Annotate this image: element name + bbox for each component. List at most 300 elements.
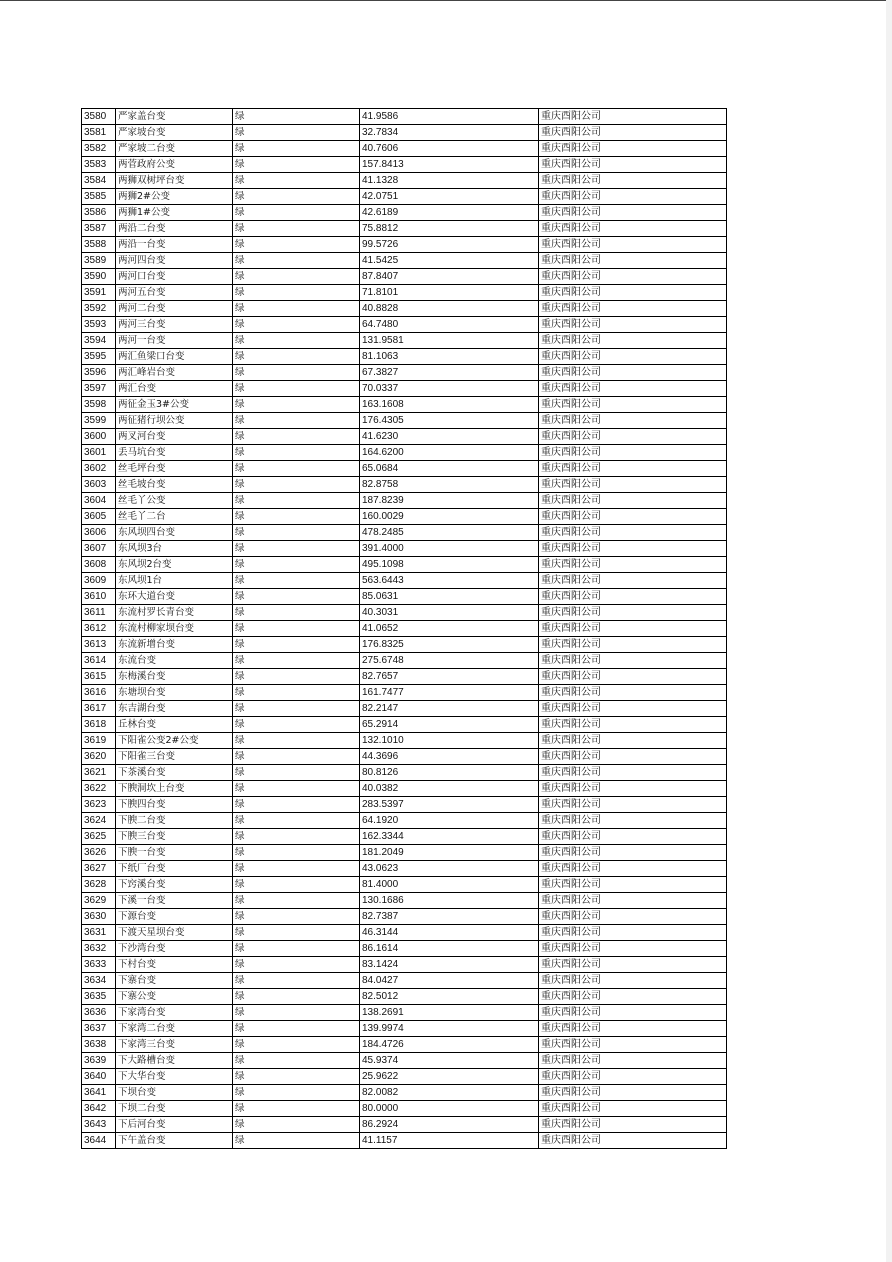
table-row — [82, 1101, 727, 1117]
substation-name: 下腴洞坎上台变 — [116, 781, 233, 797]
status-cell: 绿 — [233, 125, 360, 141]
table-row — [82, 461, 727, 477]
company-cell: 重庆酉阳公司 — [539, 877, 727, 893]
company-cell: 重庆酉阳公司 — [539, 925, 727, 941]
row-id: 3605 — [82, 509, 116, 525]
substation-name: 下后河台变 — [116, 1117, 233, 1133]
row-id: 3592 — [82, 301, 116, 317]
row-id: 3599 — [82, 413, 116, 429]
status-cell: 绿 — [233, 445, 360, 461]
status-cell: 绿 — [233, 797, 360, 813]
row-id: 3641 — [82, 1085, 116, 1101]
table-row — [82, 637, 727, 653]
status-cell: 绿 — [233, 1005, 360, 1021]
table-row — [82, 829, 727, 845]
company-cell: 重庆酉阳公司 — [539, 1101, 727, 1117]
table-row — [82, 765, 727, 781]
status-cell: 绿 — [233, 189, 360, 205]
table-row — [82, 509, 727, 525]
substation-name: 东流台变 — [116, 653, 233, 669]
value-cell: 42.0751 — [360, 189, 539, 205]
row-id: 3627 — [82, 861, 116, 877]
table-row — [82, 157, 727, 173]
status-cell: 绿 — [233, 141, 360, 157]
status-cell: 绿 — [233, 1085, 360, 1101]
row-id: 3633 — [82, 957, 116, 973]
status-cell: 绿 — [233, 765, 360, 781]
table-row — [82, 445, 727, 461]
substation-name: 下家湾三台变 — [116, 1037, 233, 1053]
row-id: 3640 — [82, 1069, 116, 1085]
company-cell: 重庆酉阳公司 — [539, 413, 727, 429]
table-row — [82, 877, 727, 893]
substation-name: 下大路槽台变 — [116, 1053, 233, 1069]
table-row — [82, 285, 727, 301]
company-cell: 重庆酉阳公司 — [539, 173, 727, 189]
company-cell: 重庆酉阳公司 — [539, 1133, 727, 1149]
company-cell: 重庆酉阳公司 — [539, 893, 727, 909]
row-id: 3629 — [82, 893, 116, 909]
status-cell: 绿 — [233, 637, 360, 653]
company-cell: 重庆酉阳公司 — [539, 1021, 727, 1037]
substation-name: 两狮2#公变 — [116, 189, 233, 205]
row-id: 3630 — [82, 909, 116, 925]
company-cell: 重庆酉阳公司 — [539, 909, 727, 925]
status-cell: 绿 — [233, 1117, 360, 1133]
status-cell: 绿 — [233, 461, 360, 477]
status-cell: 绿 — [233, 749, 360, 765]
substation-name: 下阳雀三台变 — [116, 749, 233, 765]
row-id: 3609 — [82, 573, 116, 589]
row-id: 3583 — [82, 157, 116, 173]
company-cell: 重庆酉阳公司 — [539, 349, 727, 365]
substation-name: 严家坡二台变 — [116, 141, 233, 157]
row-id: 3614 — [82, 653, 116, 669]
status-cell: 绿 — [233, 813, 360, 829]
table-row — [82, 1053, 727, 1069]
value-cell: 41.1328 — [360, 173, 539, 189]
substation-name: 东梅溪台变 — [116, 669, 233, 685]
substation-name: 下腴二台变 — [116, 813, 233, 829]
substation-name: 两河三台变 — [116, 317, 233, 333]
table-row — [82, 1037, 727, 1053]
company-cell: 重庆酉阳公司 — [539, 589, 727, 605]
row-id: 3619 — [82, 733, 116, 749]
company-cell: 重庆酉阳公司 — [539, 493, 727, 509]
table-row — [82, 397, 727, 413]
value-cell: 41.0652 — [360, 621, 539, 637]
table-row — [82, 189, 727, 205]
value-cell: 41.5425 — [360, 253, 539, 269]
value-cell: 132.1010 — [360, 733, 539, 749]
table-row — [82, 957, 727, 973]
table-row — [82, 381, 727, 397]
company-cell: 重庆酉阳公司 — [539, 621, 727, 637]
company-cell: 重庆酉阳公司 — [539, 957, 727, 973]
status-cell: 绿 — [233, 381, 360, 397]
substation-name: 两河二台变 — [116, 301, 233, 317]
substation-name: 下腴一台变 — [116, 845, 233, 861]
value-cell: 86.1614 — [360, 941, 539, 957]
status-cell: 绿 — [233, 509, 360, 525]
company-cell: 重庆酉阳公司 — [539, 1069, 727, 1085]
substation-name: 东吉湖台变 — [116, 701, 233, 717]
status-cell: 绿 — [233, 269, 360, 285]
substation-name: 下渡天星坝台变 — [116, 925, 233, 941]
status-cell: 绿 — [233, 109, 360, 125]
value-cell: 81.4000 — [360, 877, 539, 893]
company-cell: 重庆酉阳公司 — [539, 109, 727, 125]
table-row — [82, 685, 727, 701]
company-cell: 重庆酉阳公司 — [539, 605, 727, 621]
table-row — [82, 333, 727, 349]
status-cell: 绿 — [233, 877, 360, 893]
value-cell: 41.6230 — [360, 429, 539, 445]
company-cell: 重庆酉阳公司 — [539, 701, 727, 717]
value-cell: 84.0427 — [360, 973, 539, 989]
company-cell: 重庆酉阳公司 — [539, 797, 727, 813]
substation-name: 东风坝1台 — [116, 573, 233, 589]
substation-name: 下阳雀公变2#公变 — [116, 733, 233, 749]
row-id: 3607 — [82, 541, 116, 557]
company-cell: 重庆酉阳公司 — [539, 317, 727, 333]
status-cell: 绿 — [233, 685, 360, 701]
value-cell: 82.2147 — [360, 701, 539, 717]
data-table — [81, 108, 727, 1149]
substation-name: 两汇峰岩台变 — [116, 365, 233, 381]
value-cell: 32.7834 — [360, 125, 539, 141]
table-row — [82, 813, 727, 829]
substation-name: 两狮双树坪台变 — [116, 173, 233, 189]
value-cell: 41.9586 — [360, 109, 539, 125]
status-cell: 绿 — [233, 285, 360, 301]
status-cell: 绿 — [233, 349, 360, 365]
substation-name: 下溪一台变 — [116, 893, 233, 909]
substation-name: 严家坡台变 — [116, 125, 233, 141]
row-id: 3590 — [82, 269, 116, 285]
value-cell: 86.2924 — [360, 1117, 539, 1133]
row-id: 3603 — [82, 477, 116, 493]
value-cell: 40.8828 — [360, 301, 539, 317]
value-cell: 41.1157 — [360, 1133, 539, 1149]
row-id: 3581 — [82, 125, 116, 141]
row-id: 3618 — [82, 717, 116, 733]
value-cell: 164.6200 — [360, 445, 539, 461]
table-row — [82, 109, 727, 125]
row-id: 3608 — [82, 557, 116, 573]
value-cell: 80.8126 — [360, 765, 539, 781]
value-cell: 75.8812 — [360, 221, 539, 237]
row-id: 3637 — [82, 1021, 116, 1037]
value-cell: 275.6748 — [360, 653, 539, 669]
row-id: 3621 — [82, 765, 116, 781]
value-cell: 82.7387 — [360, 909, 539, 925]
table-row — [82, 269, 727, 285]
status-cell: 绿 — [233, 941, 360, 957]
status-cell: 绿 — [233, 1133, 360, 1149]
table-row — [82, 1117, 727, 1133]
row-id: 3611 — [82, 605, 116, 621]
status-cell: 绿 — [233, 701, 360, 717]
company-cell: 重庆酉阳公司 — [539, 829, 727, 845]
row-id: 3591 — [82, 285, 116, 301]
table-row — [82, 125, 727, 141]
table-row — [82, 669, 727, 685]
value-cell: 64.1920 — [360, 813, 539, 829]
company-cell: 重庆酉阳公司 — [539, 477, 727, 493]
company-cell: 重庆酉阳公司 — [539, 525, 727, 541]
status-cell: 绿 — [233, 157, 360, 173]
status-cell: 绿 — [233, 237, 360, 253]
substation-name: 东塘坝台变 — [116, 685, 233, 701]
status-cell: 绿 — [233, 173, 360, 189]
company-cell: 重庆酉阳公司 — [539, 1085, 727, 1101]
substation-name: 东风坝2台变 — [116, 557, 233, 573]
value-cell: 40.0382 — [360, 781, 539, 797]
table-row — [82, 541, 727, 557]
table-row — [82, 973, 727, 989]
status-cell: 绿 — [233, 541, 360, 557]
substation-name: 东流新增台变 — [116, 637, 233, 653]
substation-name: 两河四台变 — [116, 253, 233, 269]
row-id: 3623 — [82, 797, 116, 813]
table-row — [82, 237, 727, 253]
substation-name: 丢马坑台变 — [116, 445, 233, 461]
value-cell: 181.2049 — [360, 845, 539, 861]
company-cell: 重庆酉阳公司 — [539, 1053, 727, 1069]
row-id: 3613 — [82, 637, 116, 653]
status-cell: 绿 — [233, 525, 360, 541]
company-cell: 重庆酉阳公司 — [539, 445, 727, 461]
row-id: 3588 — [82, 237, 116, 253]
value-cell: 131.9581 — [360, 333, 539, 349]
row-id: 3604 — [82, 493, 116, 509]
row-id: 3582 — [82, 141, 116, 157]
substation-name: 两征金玉3#公变 — [116, 397, 233, 413]
row-id: 3606 — [82, 525, 116, 541]
table-row — [82, 413, 727, 429]
substation-name: 丝毛丫二台 — [116, 509, 233, 525]
table-row — [82, 349, 727, 365]
row-id: 3615 — [82, 669, 116, 685]
substation-name: 丝毛坡台变 — [116, 477, 233, 493]
company-cell: 重庆酉阳公司 — [539, 557, 727, 573]
value-cell: 44.3696 — [360, 749, 539, 765]
substation-name: 下纸厂台变 — [116, 861, 233, 877]
row-id: 3616 — [82, 685, 116, 701]
company-cell: 重庆酉阳公司 — [539, 157, 727, 173]
table-row — [82, 749, 727, 765]
table-row — [82, 205, 727, 221]
table-row — [82, 1085, 727, 1101]
substation-name: 下源台变 — [116, 909, 233, 925]
table-row — [82, 733, 727, 749]
status-cell: 绿 — [233, 1101, 360, 1117]
value-cell: 82.0082 — [360, 1085, 539, 1101]
page-top-border — [0, 0, 892, 1]
table-row — [82, 1133, 727, 1149]
status-cell: 绿 — [233, 989, 360, 1005]
row-id: 3622 — [82, 781, 116, 797]
company-cell: 重庆酉阳公司 — [539, 509, 727, 525]
substation-name: 下茶溪台变 — [116, 765, 233, 781]
company-cell: 重庆酉阳公司 — [539, 461, 727, 477]
value-cell: 184.4726 — [360, 1037, 539, 1053]
value-cell: 67.3827 — [360, 365, 539, 381]
table-row — [82, 653, 727, 669]
table-row — [82, 557, 727, 573]
value-cell: 187.8239 — [360, 493, 539, 509]
row-id: 3589 — [82, 253, 116, 269]
row-id: 3643 — [82, 1117, 116, 1133]
company-cell: 重庆酉阳公司 — [539, 221, 727, 237]
table-row — [82, 781, 727, 797]
substation-name: 严家盖台变 — [116, 109, 233, 125]
substation-name: 下腴三台变 — [116, 829, 233, 845]
status-cell: 绿 — [233, 1021, 360, 1037]
substation-name: 丝毛坪台变 — [116, 461, 233, 477]
company-cell: 重庆酉阳公司 — [539, 285, 727, 301]
status-cell: 绿 — [233, 605, 360, 621]
company-cell: 重庆酉阳公司 — [539, 813, 727, 829]
row-id: 3634 — [82, 973, 116, 989]
company-cell: 重庆酉阳公司 — [539, 1117, 727, 1133]
table-row — [82, 589, 727, 605]
value-cell: 40.7606 — [360, 141, 539, 157]
table-row — [82, 493, 727, 509]
company-cell: 重庆酉阳公司 — [539, 685, 727, 701]
status-cell: 绿 — [233, 317, 360, 333]
substation-name: 丘林台变 — [116, 717, 233, 733]
value-cell: 82.5012 — [360, 989, 539, 1005]
table-row — [82, 477, 727, 493]
company-cell: 重庆酉阳公司 — [539, 141, 727, 157]
status-cell: 绿 — [233, 893, 360, 909]
company-cell: 重庆酉阳公司 — [539, 845, 727, 861]
row-id: 3601 — [82, 445, 116, 461]
status-cell: 绿 — [233, 1037, 360, 1053]
status-cell: 绿 — [233, 301, 360, 317]
status-cell: 绿 — [233, 413, 360, 429]
table-row — [82, 893, 727, 909]
substation-name: 下沙湾台变 — [116, 941, 233, 957]
company-cell: 重庆酉阳公司 — [539, 765, 727, 781]
value-cell: 71.8101 — [360, 285, 539, 301]
substation-name: 下寨台变 — [116, 973, 233, 989]
table-row — [82, 925, 727, 941]
company-cell: 重庆酉阳公司 — [539, 301, 727, 317]
table-row — [82, 317, 727, 333]
row-id: 3584 — [82, 173, 116, 189]
row-id: 3597 — [82, 381, 116, 397]
substation-name: 东流村柳家坝台变 — [116, 621, 233, 637]
company-cell: 重庆酉阳公司 — [539, 989, 727, 1005]
table-row — [82, 909, 727, 925]
row-id: 3642 — [82, 1101, 116, 1117]
value-cell: 160.0029 — [360, 509, 539, 525]
substation-name: 两河口台变 — [116, 269, 233, 285]
table-row — [82, 717, 727, 733]
company-cell: 重庆酉阳公司 — [539, 637, 727, 653]
value-cell: 85.0631 — [360, 589, 539, 605]
value-cell: 391.4000 — [360, 541, 539, 557]
row-id: 3594 — [82, 333, 116, 349]
company-cell: 重庆酉阳公司 — [539, 125, 727, 141]
value-cell: 64.7480 — [360, 317, 539, 333]
status-cell: 绿 — [233, 669, 360, 685]
substation-name: 下坝二台变 — [116, 1101, 233, 1117]
company-cell: 重庆酉阳公司 — [539, 941, 727, 957]
value-cell: 25.9622 — [360, 1069, 539, 1085]
row-id: 3612 — [82, 621, 116, 637]
company-cell: 重庆酉阳公司 — [539, 429, 727, 445]
table-row — [82, 253, 727, 269]
row-id: 3593 — [82, 317, 116, 333]
status-cell: 绿 — [233, 653, 360, 669]
substation-name: 下大华台变 — [116, 1069, 233, 1085]
value-cell: 176.4305 — [360, 413, 539, 429]
company-cell: 重庆酉阳公司 — [539, 861, 727, 877]
value-cell: 130.1686 — [360, 893, 539, 909]
value-cell: 43.0623 — [360, 861, 539, 877]
status-cell: 绿 — [233, 1069, 360, 1085]
table-row — [82, 573, 727, 589]
substation-name: 两沿一台变 — [116, 237, 233, 253]
row-id: 3632 — [82, 941, 116, 957]
substation-name: 丝毛丫公变 — [116, 493, 233, 509]
status-cell: 绿 — [233, 925, 360, 941]
value-cell: 46.3144 — [360, 925, 539, 941]
value-cell: 161.7477 — [360, 685, 539, 701]
row-id: 3620 — [82, 749, 116, 765]
substation-name: 下午盖台变 — [116, 1133, 233, 1149]
table-row — [82, 845, 727, 861]
status-cell: 绿 — [233, 957, 360, 973]
status-cell: 绿 — [233, 557, 360, 573]
page-edge — [886, 0, 892, 1262]
value-cell: 478.2485 — [360, 525, 539, 541]
value-cell: 82.7657 — [360, 669, 539, 685]
status-cell: 绿 — [233, 845, 360, 861]
substation-name: 下腴四台变 — [116, 797, 233, 813]
value-cell: 80.0000 — [360, 1101, 539, 1117]
company-cell: 重庆酉阳公司 — [539, 1037, 727, 1053]
row-id: 3587 — [82, 221, 116, 237]
substation-name: 下坝台变 — [116, 1085, 233, 1101]
company-cell: 重庆酉阳公司 — [539, 333, 727, 349]
table-row — [82, 797, 727, 813]
row-id: 3585 — [82, 189, 116, 205]
table-body — [82, 109, 727, 1149]
row-id: 3617 — [82, 701, 116, 717]
substation-name: 两沿二台变 — [116, 221, 233, 237]
substation-name: 两河一台变 — [116, 333, 233, 349]
row-id: 3586 — [82, 205, 116, 221]
row-id: 3628 — [82, 877, 116, 893]
substation-name: 东风坝四台变 — [116, 525, 233, 541]
company-cell: 重庆酉阳公司 — [539, 205, 727, 221]
company-cell: 重庆酉阳公司 — [539, 669, 727, 685]
value-cell: 162.3344 — [360, 829, 539, 845]
row-id: 3626 — [82, 845, 116, 861]
value-cell: 99.5726 — [360, 237, 539, 253]
status-cell: 绿 — [233, 733, 360, 749]
substation-name: 两汇鱼梁口台变 — [116, 349, 233, 365]
substation-name: 下窍溪台变 — [116, 877, 233, 893]
status-cell: 绿 — [233, 253, 360, 269]
company-cell: 重庆酉阳公司 — [539, 397, 727, 413]
substation-name: 两狮1#公变 — [116, 205, 233, 221]
